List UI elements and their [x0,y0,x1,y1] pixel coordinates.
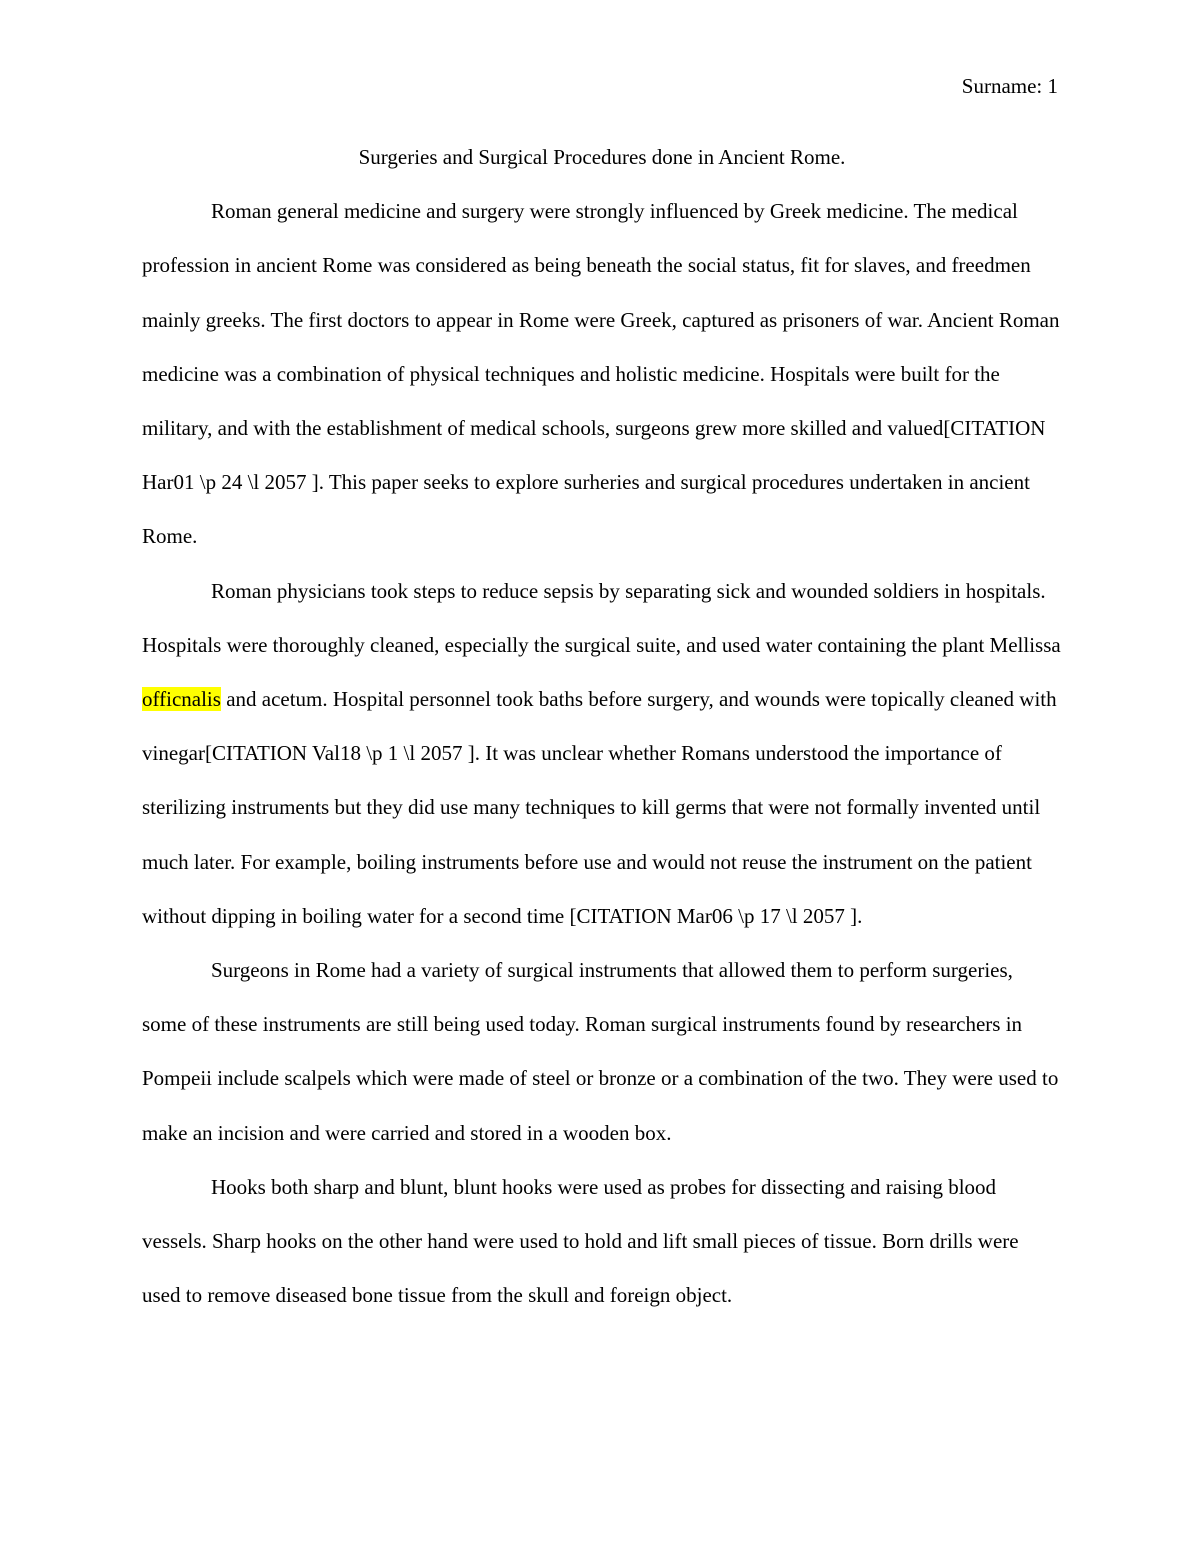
document-title: Surgeries and Surgical Procedures done in Ancient Rome. [358,145,846,169]
paragraph-4: Hooks both sharp and blunt, blunt hooks were used as probes for dissecting and raising blood vessels. Sharp hooks on the other hand were used to hold and lift small pieces of tissue. Born drills were used to remove diseased bone tissue from the skull and foreign object. [142,1174,1019,1308]
running-head: Surname: 1 [961,74,1058,98]
paragraph-3: Surgeons in Rome had a variety of surgical instruments that allowed them to perform surgeries, some of these instruments are still being used today. Roman surgical instruments found by researchers in Pompeii include scalpels which were made of steel or bronze or a combination of the two. They were used to make an incision and were carried and stored in a wooden box. [142,958,1059,1145]
paragraph-2-text-after: and acetum. Hospital personnel took baths before surgery, and wounds were topically cleaned with vinegar[CITATION Val18 \p 1 \l 2057 ]. It was unclear whether Romans understood the importance of sterilizing instruments but they did use many techniques to kill germs that were not formally invented until much later. For example, boiling instruments before use and would not reuse the instrument on the patient without dipping in boiling water for a second time [CITATION Mar06 \p 17 \l 2057 ]. [142,687,1057,928]
paragraph-2-text-before: Roman physicians took steps to reduce sepsis by separating sick and wounded soldiers in hospitals. Hospitals were thoroughly cleaned, especially the surgical suite, and used water containing the plant Mellissa [142,578,1061,657]
document-body [142,130,1062,1322]
paragraph-1: Roman general medicine and surgery were strongly influenced by Greek medicine. The medical profession in ancient Rome was considered as being beneath the social status, fit for slaves, and freedmen mainly greeks. The first doctors to appear in Rome were Greek, captured as prisoners of war. Ancient Roman medicine was a combination of physical techniques and holistic medicine. Hospitals were built for the military, and with the establishment of medical schools, surgeons grew more skilled and valued[CITATION Har01 \p 24 \l 2057 ]. This paper seeks to explore surheries and surgical procedures undertaken in ancient Rome. [142,199,1060,549]
paragraph-2 [142,564,1062,943]
highlighted-word: officnalis [142,687,221,712]
